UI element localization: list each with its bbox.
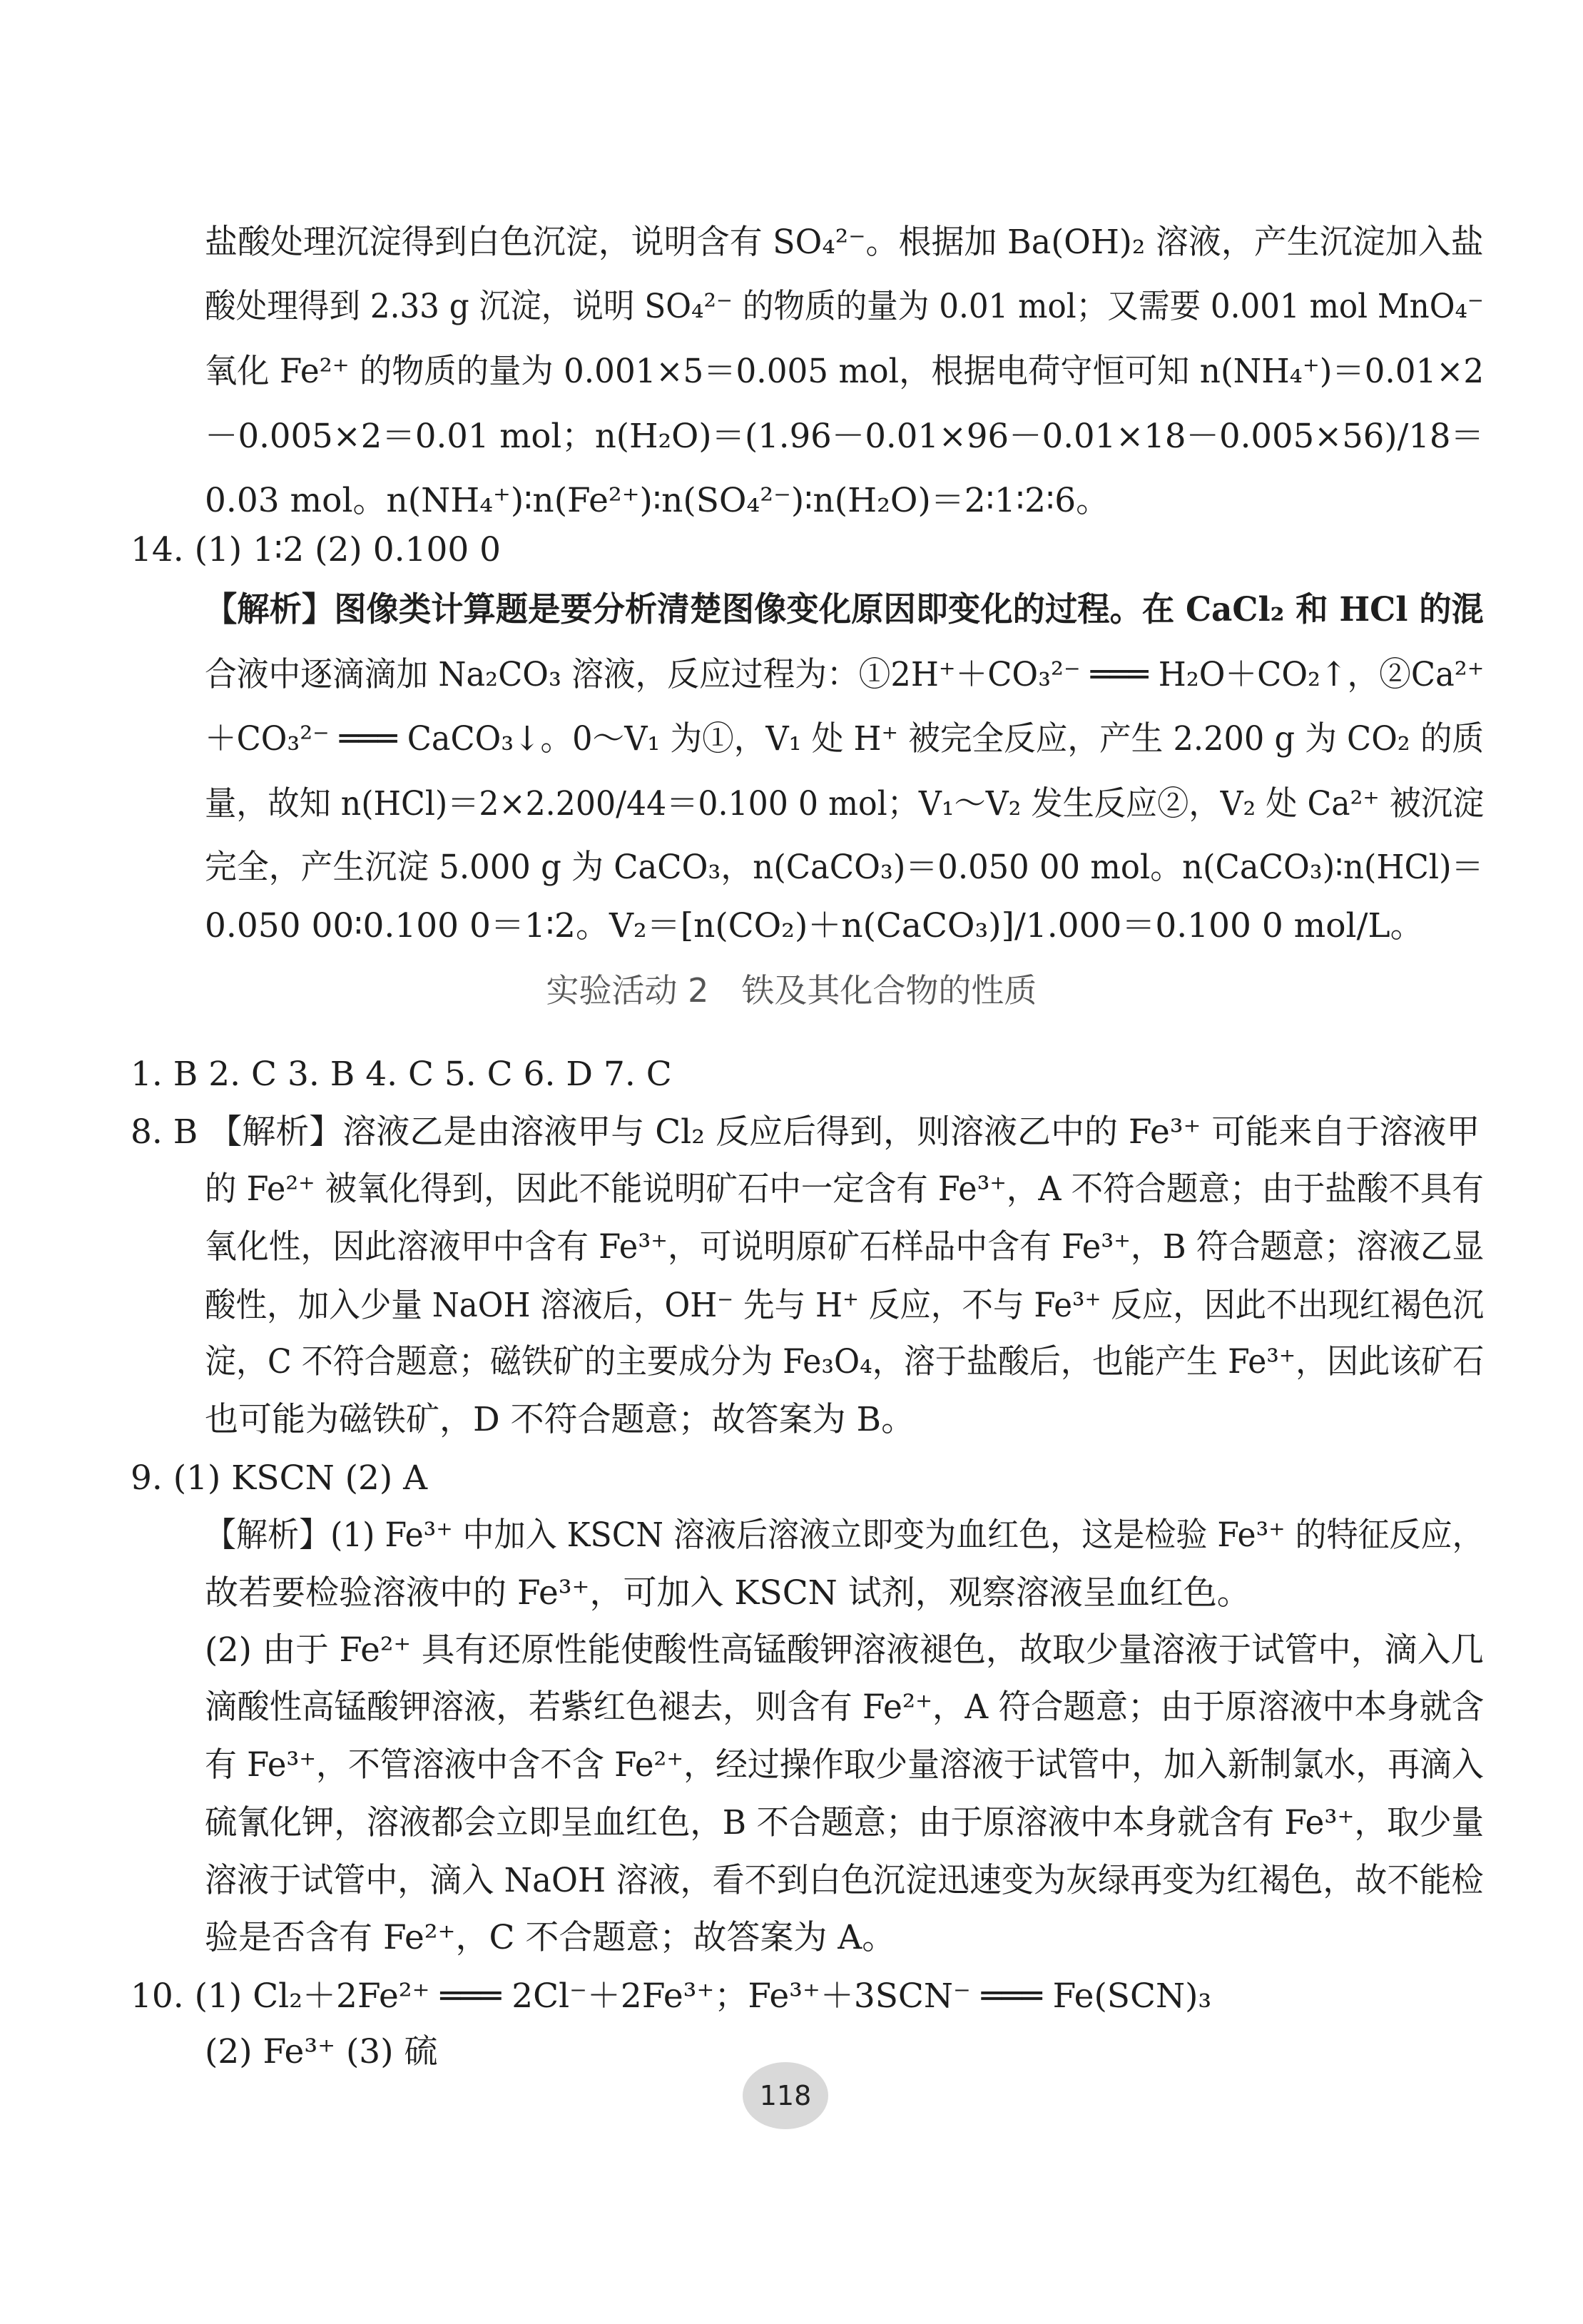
text-line: 滴酸性高锰酸钾溶液，若紫红色褪去，则含有 Fe²⁺，A 符合题意；由于原溶液中本身就含 <box>205 1688 1485 1727</box>
question-14-answer: 14. (1) 1∶2 (2) 0.100 0 <box>131 530 502 569</box>
text-line: 故若要检验溶液中的 Fe³⁺，可加入 KSCN 试剂，观察溶液呈血红色。 <box>205 1573 1251 1613</box>
text-line: 溶液于试管中，滴入 NaOH 溶液，看不到白色沉淀迅速变为灰绿再变为红褐色，故不能检 <box>205 1861 1484 1900</box>
answers-1-7: 1. B 2. C 3. B 4. C 5. C 6. D 7. C <box>131 1055 672 1094</box>
text-line: 0.050 00∶0.100 0＝1∶2。V₂＝[n(CO₂)＋n(CaCO₃)]/1.000＝0.100 0 mol/L。 <box>205 906 1424 945</box>
text-line: 也可能为磁铁矿，D 不符合题意；故答案为 B。 <box>205 1400 915 1439</box>
text-line: 有 Fe³⁺，不管溶液中含不含 Fe²⁺，经过操作取少量溶液于试管中，加入新制氯水，再滴入 <box>205 1745 1484 1785</box>
text-line: 合液中逐滴滴加 Na₂CO₃ 溶液，反应过程为：①2H⁺＋CO₃²⁻ ═══ H₂O＋CO₂↑，②Ca²⁺ <box>205 655 1485 694</box>
text-line: 完全，产生沉淀 5.000 g 为 CaCO₃，n(CaCO₃)＝0.050 00 mol。n(CaCO₃)∶n(HCl)＝ <box>205 848 1484 887</box>
section-heading: 实验活动 2 铁及其化合物的性质 <box>546 971 1037 1010</box>
text-line: 淀，C 不符合题意；磁铁矿的主要成分为 Fe₃O₄，溶于盐酸后，也能产生 Fe³⁺，因此该矿石 <box>205 1342 1485 1381</box>
text-line: (2) Fe³⁺ (3) 硫 <box>205 2032 438 2071</box>
text-line: 【解析】图像类计算题是要分析清楚图像变化原因即变化的过程。在 CaCl₂ 和 HCl 的混 <box>205 590 1484 629</box>
text-line: 硫氰化钾，溶液都会立即呈血红色，B 不合题意；由于原溶液中本身就含有 Fe³⁺，取少量 <box>205 1803 1484 1842</box>
question-8-answer: 8. B 【解析】溶液乙是由溶液甲与 Cl₂ 反应后得到，则溶液乙中的 Fe³⁺ 可能来自于溶液甲 <box>131 1112 1480 1152</box>
text-line: 验是否含有 Fe²⁺，C 不合题意；故答案为 A。 <box>205 1918 896 1957</box>
text-line: 酸处理得到 2.33 g 沉淀，说明 SO₄²⁻ 的物质的量为 0.01 mol；又需要 0.001 mol MnO₄⁻ <box>205 287 1484 326</box>
text-line: 0.03 mol。n(NH₄⁺)∶n(Fe²⁺)∶n(SO₄²⁻)∶n(H₂O)＝2∶1∶2∶6。 <box>205 481 1110 520</box>
text-line: 盐酸处理沉淀得到白色沉淀，说明含有 SO₄²⁻。根据加 Ba(OH)₂ 溶液，产生沉淀加入盐 <box>205 223 1484 262</box>
text-line: 的 Fe²⁺ 被氧化得到，因此不能说明矿石中一定含有 Fe³⁺，A 不符合题意；由于盐酸不具有 <box>205 1169 1484 1209</box>
text-line: －0.005×2＝0.01 mol；n(H₂O)＝(1.96－0.01×96－0.01×18－0.005×56)/18＝ <box>205 417 1484 456</box>
text-line: 量，故知 n(HCl)＝2×2.200/44＝0.100 0 mol；V₁～V₂ 发生反应②，V₂ 处 Ca²⁺ 被沉淀 <box>205 784 1485 823</box>
text-line: 酸性，加入少量 NaOH 溶液后，OH⁻ 先与 H⁺ 反应，不与 Fe³⁺ 反应，因此不出现红褐色沉 <box>205 1286 1484 1325</box>
text-line: 【解析】(1) Fe³⁺ 中加入 KSCN 溶液后溶液立即变为血红色，这是检验 Fe³⁺ 的特征反应， <box>205 1516 1484 1555</box>
text-line: 氧化 Fe²⁺ 的物质的量为 0.001×5＝0.005 mol，根据电荷守恒可知 n(NH₄⁺)＝0.01×2 <box>205 352 1485 391</box>
page-number: 118 <box>743 2062 828 2129</box>
text-line: ＋CO₃²⁻ ═══ CaCO₃↓。0～V₁ 为①，V₁ 处 H⁺ 被完全反应，产生 2.200 g 为 CO₂ 的质 <box>205 719 1485 758</box>
text-line: (2) 由于 Fe²⁺ 具有还原性能使酸性高锰酸钾溶液褪色，故取少量溶液于试管中，滴入几 <box>205 1630 1484 1670</box>
question-10-answer: 10. (1) Cl₂＋2Fe²⁺ ═══ 2Cl⁻＋2Fe³⁺；Fe³⁺＋3SCN⁻ ═══ Fe(SCN)₃ <box>131 1977 1212 2016</box>
text-line: 氧化性，因此溶液甲中含有 Fe³⁺，可说明原矿石样品中含有 Fe³⁺，B 符合题意；溶液乙显 <box>205 1227 1485 1267</box>
question-9-answer: 9. (1) KSCN (2) A <box>131 1458 428 1498</box>
